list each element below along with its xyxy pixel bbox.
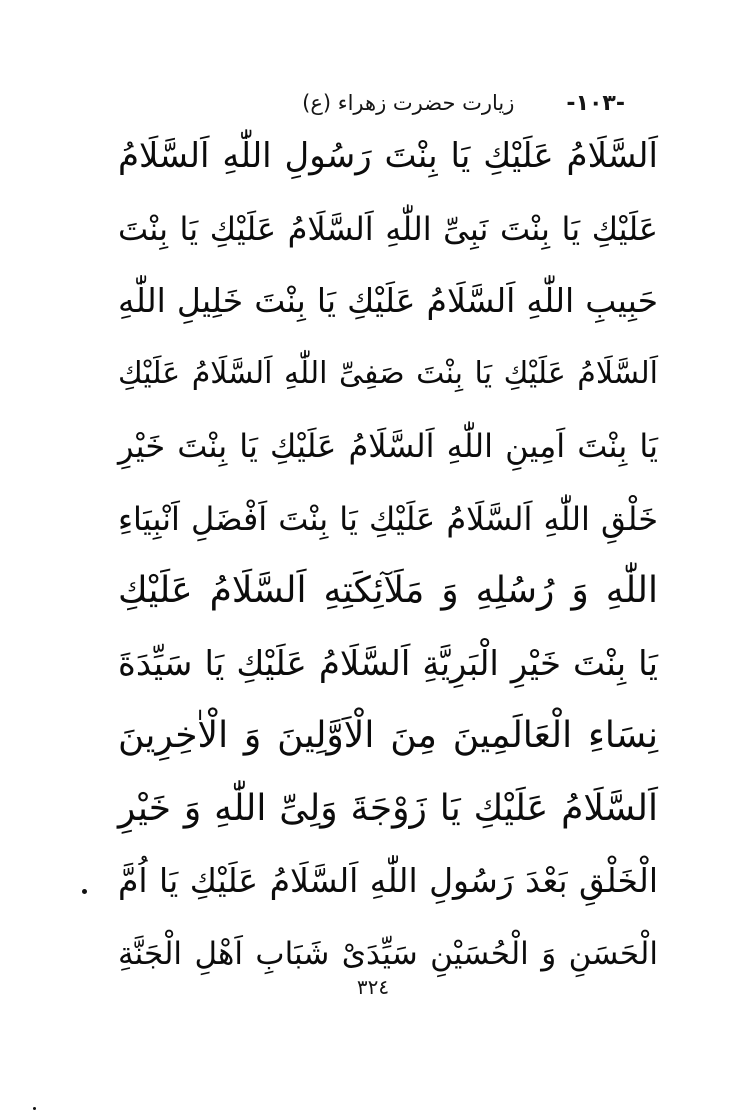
speck-mark (82, 889, 87, 894)
footer-page-number: ۳۲٤ (356, 975, 390, 999)
speck-mark (33, 1107, 36, 1110)
text-line-7: اللّٰهِ وَ رُسُلِهِ وَ مَلَآئِکَتِهِ اَلسَّلَامُ عَلَیْكِ (118, 570, 658, 611)
text-line-3: حَبِیبِ اللّٰهِ اَلسَّلَامُ عَلَیْكِ یَا بِنْتَ خَلِیلِ اللّٰهِ (118, 281, 658, 320)
text-line-2: عَلَیْكِ یَا بِنْتَ نَبِیِّ اللّٰهِ اَلسَّلَامُ عَلَیْكِ یَا بِنْتَ (118, 209, 658, 248)
header-title: زیارت حضرت زهراء (ع) (302, 91, 515, 115)
text-line-4: اَلسَّلَامُ عَلَیْكِ یَا بِنْتَ صَفِیِّ اللّٰهِ اَلسَّلَامُ عَلَیْكِ (118, 355, 658, 391)
text-line-8: یَا بِنْتَ خَیْرِ الْبَرِیَّةِ اَلسَّلَامُ عَلَیْكِ یَا سَیِّدَةَ (118, 643, 658, 684)
header-page-number: -۱۰۳- (566, 90, 625, 116)
text-line-5: یَا بِنْتَ اَمِینِ اللّٰهِ اَلسَّلَامُ عَلَیْكِ یَا بِنْتَ خَیْرِ (118, 427, 658, 465)
page-header (245, 86, 625, 120)
text-line-6: خَلْقِ اللّٰهِ اَلسَّلَامُ عَلَیْكِ یَا بِنْتَ اَفْضَلِ اَنْبِیَاءِ (118, 499, 658, 538)
text-line-12: الْحَسَنِ وَ الْحُسَیْنِ سَیِّدَیْ شَبَابِ اَهْلِ الْجَنَّةِ (118, 935, 658, 972)
text-line-10: اَلسَّلَامُ عَلَیْكِ یَا زَوْجَةَ وَلِیِّ اللّٰهِ وَ خَیْرِ (118, 787, 658, 829)
ziyarat-text (118, 120, 658, 990)
text-line-11: الْخَلْقِ بَعْدَ رَسُولِ اللّٰهِ اَلسَّلَامُ عَلَیْكِ یَا اُمَّ (118, 861, 658, 900)
text-line-9: نِسَاءِ الْعَالَمِینَ مِنَ الْاَوَّلِینَ وَ الْاٰخِرِینَ (118, 715, 658, 756)
text-line-1: اَلسَّلَامُ عَلَیْكِ یَا بِنْتَ رَسُولِ اللّٰهِ اَلسَّلَامُ (118, 136, 658, 176)
